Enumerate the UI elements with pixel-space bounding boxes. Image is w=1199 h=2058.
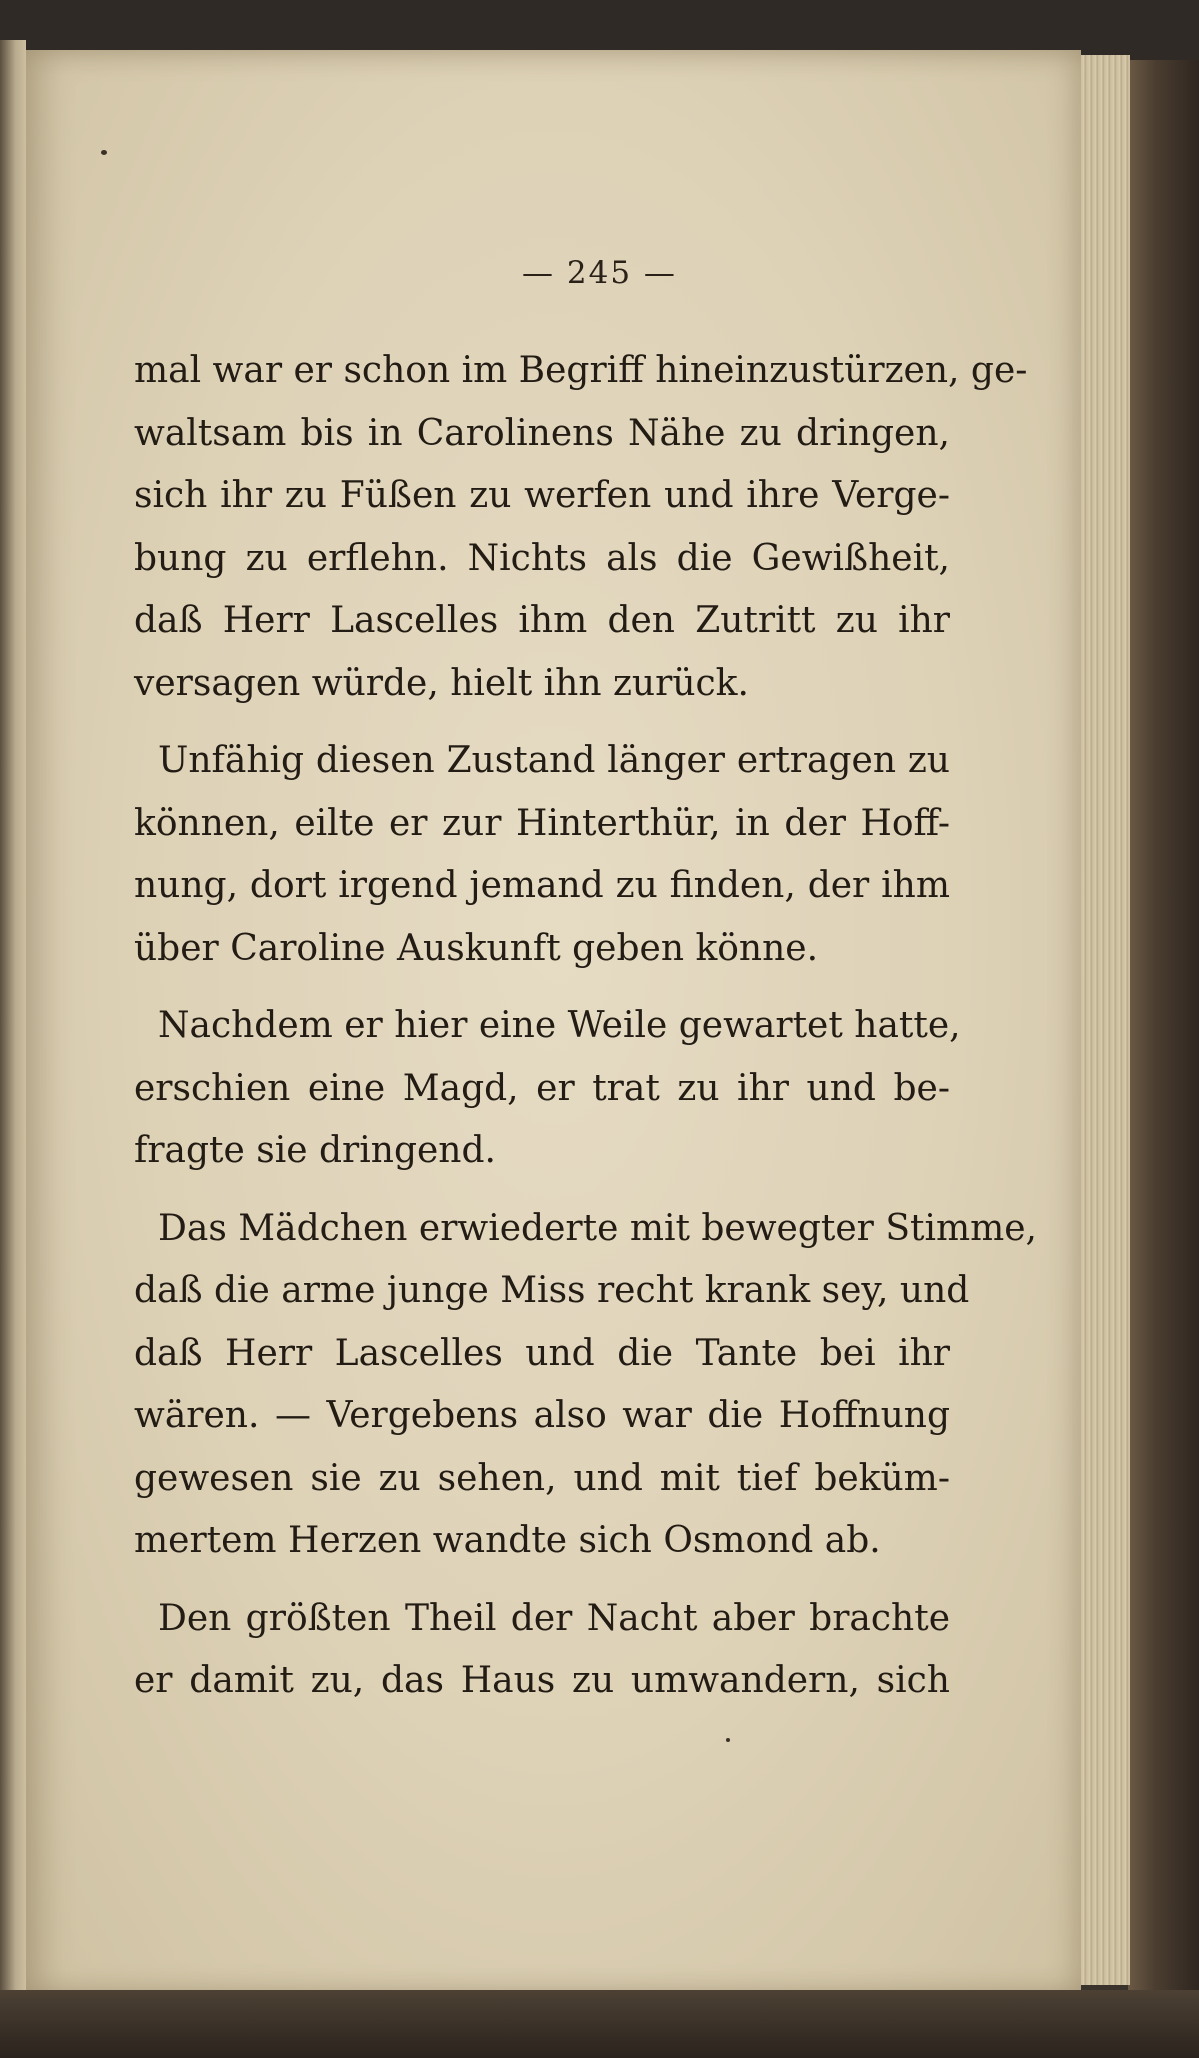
page-stack [1075, 55, 1130, 1985]
text-line: wären. — Vergebens also war die Hoffnung [134, 1395, 950, 1436]
body-text [134, 340, 1037, 1728]
text-line: daß Herr Lascelles und die Tante bei ihr [134, 1332, 950, 1374]
text-line: gewesen sie zu sehen, und mit tief beküm- [134, 1457, 950, 1499]
text-line: waltsam bis in Carolinens Nähe zu dringen, [134, 412, 950, 454]
paragraph [134, 730, 950, 980]
text-line: mal war er schon im Begriff hineinzustürzen, ge- [134, 350, 1028, 391]
left-page-edge [0, 40, 26, 2030]
text-line: können, eilte er zur Hinterthür, in der Hoff- [134, 802, 950, 844]
text-line: erschien eine Magd, er trat zu ihr und be- [134, 1067, 950, 1109]
text-line: er damit zu, das Haus zu umwandern, sich [134, 1660, 950, 1701]
page-number: — 245 — [522, 255, 677, 291]
ink-speck [726, 1738, 730, 1742]
paragraph [134, 995, 961, 1183]
paragraph [134, 1198, 1037, 1573]
book-cover-edge [1128, 60, 1199, 1990]
text-line: über Caroline Auskunft geben könne. [134, 927, 819, 969]
text-line: Unfähig diesen Zustand länger ertragen zu [158, 740, 950, 781]
text-line: daß Herr Lascelles ihm den Zutritt zu ihr [134, 600, 950, 641]
text-line: nung, dort irgend jemand zu finden, der ihm [134, 865, 950, 906]
text-line: bung zu erflehn. Nichts als die Gewißheit, [134, 537, 950, 579]
text-line: Das Mädchen erwiederte mit bewegter Stimme, [158, 1207, 1037, 1249]
text-line: mertem Herzen wandte sich Osmond ab. [134, 1520, 881, 1561]
bottom-edge [0, 1990, 1199, 2058]
text-line: fragte sie dringend. [134, 1130, 496, 1171]
ink-speck [101, 150, 107, 155]
paragraph [134, 1588, 950, 1713]
text-line: sich ihr zu Füßen zu werfen und ihre Verge- [134, 475, 950, 516]
text-line: Nachdem er hier eine Weile gewartet hatte, [158, 1005, 961, 1046]
text-line: daß die arme junge Miss recht krank sey, und [134, 1270, 970, 1311]
text-line: Den größten Theil der Nacht aber brachte [158, 1597, 950, 1639]
text-line: versagen würde, hielt ihn zurück. [134, 662, 749, 704]
paragraph [134, 340, 1028, 715]
